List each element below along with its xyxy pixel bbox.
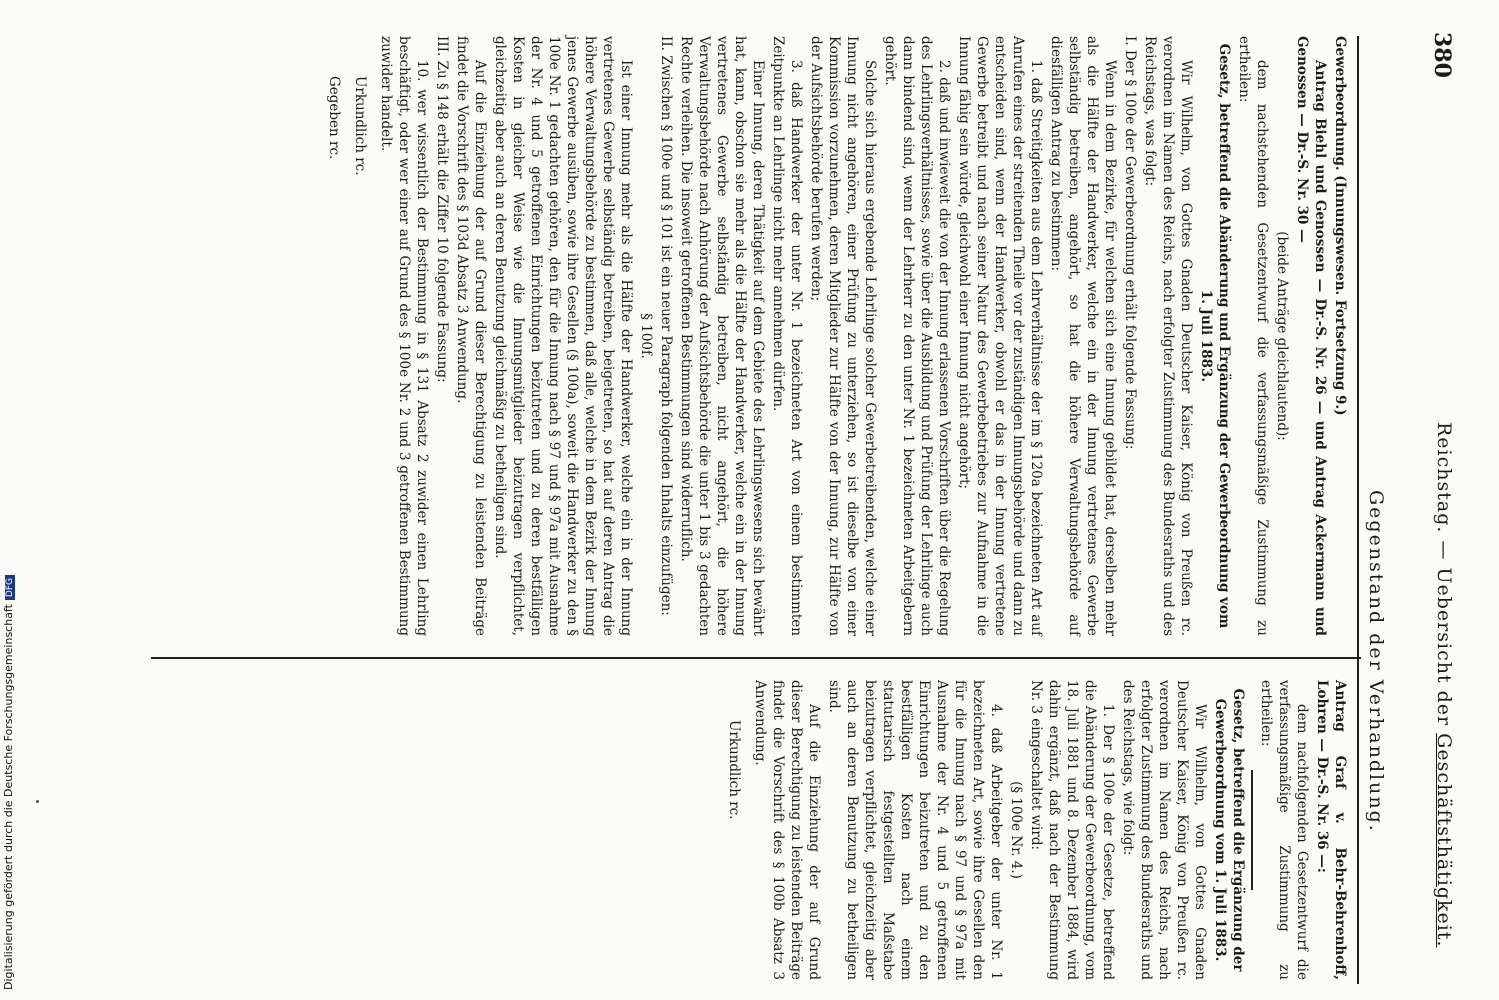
left-section-1d: Solche sich hieraus ergebende Lehrlinge solcher Gewerbetreibenden, welche einer Innung nicht angehören, einer Prüfung zu unterziehen, so ist dieselbe von einer Kommission vorzunehmen, deren Mitglieder zur Hälfte von der Innung, zur Hälfte von der Aufsichtsbehörde berufen werden;	[808, 36, 878, 636]
left-column	[325, 36, 1349, 636]
running-title-text: Reichstag. — Uebersicht der	[1433, 422, 1455, 727]
left-section-1f: Einer Innung, deren Thätigkeit auf dem Gebiete des Lehrlingswesens sich bewährt hat, kann, obschon sie mehr als die Hälfte der Handwerker, welche ein in der Innung vertretenes Gewerbe selbständig betreiben, nicht angehört, die höhere Verwaltungsbehörde nach Anhörung der Aufsichtsbehörde die unter 1 bis 3 gedachten Rechte verleihen. Die insoweit getroffenen Bestimmungen sind widerruflich.	[678, 36, 766, 636]
left-heading: Gewerbeordnung. (Innungswesen. Fortsetzung 9.)	[1332, 36, 1348, 416]
column-subheading: Gegenstand der Verhandlung.	[1365, 490, 1387, 833]
left-law-title: Gesetz, betreffend die Abänderung und Ergänzung der Gewerbeordnung vom 1. Juli 1883.	[1198, 43, 1232, 629]
scan-speck	[36, 800, 39, 803]
right-request: dem nachfolgenden Gesetzentwurf die verfassungsmäßige Zustimmung zu ertheilen:	[1258, 680, 1310, 980]
credit-text: Digitalisierung gefördert durch die Deutsche Forschungsgemeinschaft	[2, 604, 15, 990]
left-section-2-heading: § 100f.	[638, 313, 654, 359]
left-section-2-text2: Auf die Einziehung der auf Grund dieser Berechtigung zu leistenden Beiträge findet die Vorschrift des § 103d Absatz 3 Anwendung.	[454, 36, 488, 636]
right-signature: Urkundlich rc.	[726, 720, 742, 820]
left-section-1b: 1. daß Streitigkeiten aus dem Lehrverhältnisse der im § 120a bezeichneten Art auf Anrufen eines der streitenden Theile vor der zuständigen Innungsbehörde und dann zu entscheiden sind, wenn der Handwerker, obwohl er das in der Innung vertretene Gewerbe betreibt und nach seiner Natur des Gewerbebetriebes zur Aufnahme in die Innung fähig sein würde, gleichwohl einer Innung nicht angehört;	[956, 36, 1044, 636]
left-section-1a: Wenn in dem Bezirke, für welchen sich eine Innung gebildet hat, derselben mehr als die Hälfte der Handwerker, welche ein in der Innung vertretenes Gewerbe selbständig betreiben, angehört, so hat die höhere Verwaltungsbehörde auf diesfälligen Antrag zu bestimmen:	[1048, 36, 1118, 636]
column-divider	[151, 657, 1361, 659]
right-law-title: Gesetz, betreffend die Ergänzung der Gewerbeordnung vom 1. Juli 1883.	[1212, 688, 1246, 972]
left-signature-2: Gegeben rc.	[326, 76, 342, 160]
running-title	[1433, 422, 1455, 948]
page-header	[1407, 32, 1455, 968]
dfg-logo: DFG	[5, 575, 15, 600]
left-request: dem nachstehenden Gesetzentwurf die verfassungsmäßige Zustimmung zu ertheilen:	[1236, 36, 1270, 636]
right-para-3: Auf die Einziehung der auf Grund dieser Berechtigung zu leistenden Beiträge findet die Vorschrift des § 100b Absatz 3 Anwendung.	[752, 680, 822, 980]
right-separator	[1251, 770, 1253, 890]
left-note: (beide Anträge gleichlautend):	[1274, 231, 1290, 441]
left-section-3a: 10. wer wissentlich der Bestimmung in § 131 Absatz 2 zuwider einen Lehrling beschäftigt, oder wer einer auf Grund des § 100e Nr. 2 und 3 getroffenen Bestimmung zuwider handelt.	[378, 36, 430, 636]
running-title-underlined: Geschäftsthätigkeit.	[1433, 733, 1455, 948]
right-para-2-heading: (§ 100e Nr. 4.)	[1008, 781, 1024, 879]
left-section-2-text: Ist einer Innung mehr als die Hälfte der Handwerker, welche ein in der Innung vertretenes Gewerbe selbständig betreiben, beigetreten, so hat auf deren Antrag die höhere Verwaltungsbehörde zu bestimmen, daß alle, welche in dem Bezirk der Innung jenes Gewerbe ausüben, sowie ihre Gesellen (§ 100a), soweit die Handwerker zu den § 100e Nr. 1 gedachten gehören, den für die Innung nach § 97 und § 97a mit Ausnahme der Nr. 4 und 5 getroffenen Einrichtungen beizutreten und zu deren bestfälligen Kosten in gleicher Weise wie die Innungsmitglieder beizutragen verpflichtet, gleichzeitig aber auch an deren Benutzung gleichmäßig zu betheiligen sind.	[492, 36, 634, 636]
left-section-1e: 3. daß Handwerker der unter Nr. 1 bezeichneten Art von einem bestimmten Zeitpunkte an Lehrlinge nicht mehr annehmen dürfen.	[770, 36, 804, 636]
right-motion: Antrag Graf v. Behr-Behrenhoff, Lohren — Dr.-S. Nr. 36 —:	[1314, 680, 1348, 980]
header-rule	[1357, 36, 1359, 984]
right-para-1: 1. Der § 100e der Gesetze, betreffend die Abänderung der Gewerbeordnung, vom 18. Juli 1881 und 8. Dezember 1884, wird dahin ergänzt, daß nach der Bestimmung Nr. 3 eingeschaltet wird:	[1028, 680, 1116, 980]
left-section-2: II. Zwischen § 100e und § 101 ist ein neuer Paragraph folgenden Inhalts einzufügen:	[658, 36, 674, 616]
left-section-1c: 2. daß und inwieweit die von der Innung erlassenen Vorschriften über die Regelung des Lehrlingsverhältnisses, sowie über die Ausbildung und Prüfung der Lehrlinge auch dann bindend sind, wenn der Lehrherr zu den unter Nr. 1 bezeichneten Arbeitgebern gehört.	[882, 36, 952, 636]
left-section-3: III. Zu § 148 erhält die Ziffer 10 folgende Fassung:	[434, 36, 450, 383]
digitization-credit	[2, 575, 15, 990]
right-column	[725, 680, 1349, 980]
left-section-1: I. Der § 100e der Gewerbeordnung erhält folgende Fassung:	[1122, 36, 1138, 450]
page-number: 380	[1429, 32, 1455, 78]
left-intro: Wir Wilhelm, von Gottes Gnaden Deutscher Kaiser, König von Preußen rc. verordnen im Namen des Reichs, nach erfolgter Zustimmung des Bundesraths und des Reichstags, was folgt:	[1142, 36, 1194, 636]
left-motion: Antrag Biehl und Genossen — Dr.-S. Nr. 26 — und Antrag Ackermann und Genossen — Dr.-S. Nr. 30 —	[1294, 36, 1328, 636]
left-signature-1: Urkundlich rc.	[352, 76, 368, 176]
right-para-2: 4. daß Arbeitgeber der unter Nr. 1 bezeichneten Art, sowie ihre Gesellen den für die Innung nach § 97 und § 97a mit Ausnahme der Nr. 4 und 5 getroffenen Einrichtungen beizutreten und zu den bestfälligen Kosten nach einem statutarisch festgestellten Maßstabe beizutragen verpflichtet, gleichzeitig aber auch an deren Benutzung zu betheiligen sind.	[826, 680, 1004, 980]
right-intro: Wir Wilhelm, von Gottes Gnaden Deutscher Kaiser, König von Preußen rc. verordnen im Namen des Reichs, nach erfolgter Zustimmung des Bundesraths und des Reichstags, wie folgt:	[1120, 680, 1208, 980]
